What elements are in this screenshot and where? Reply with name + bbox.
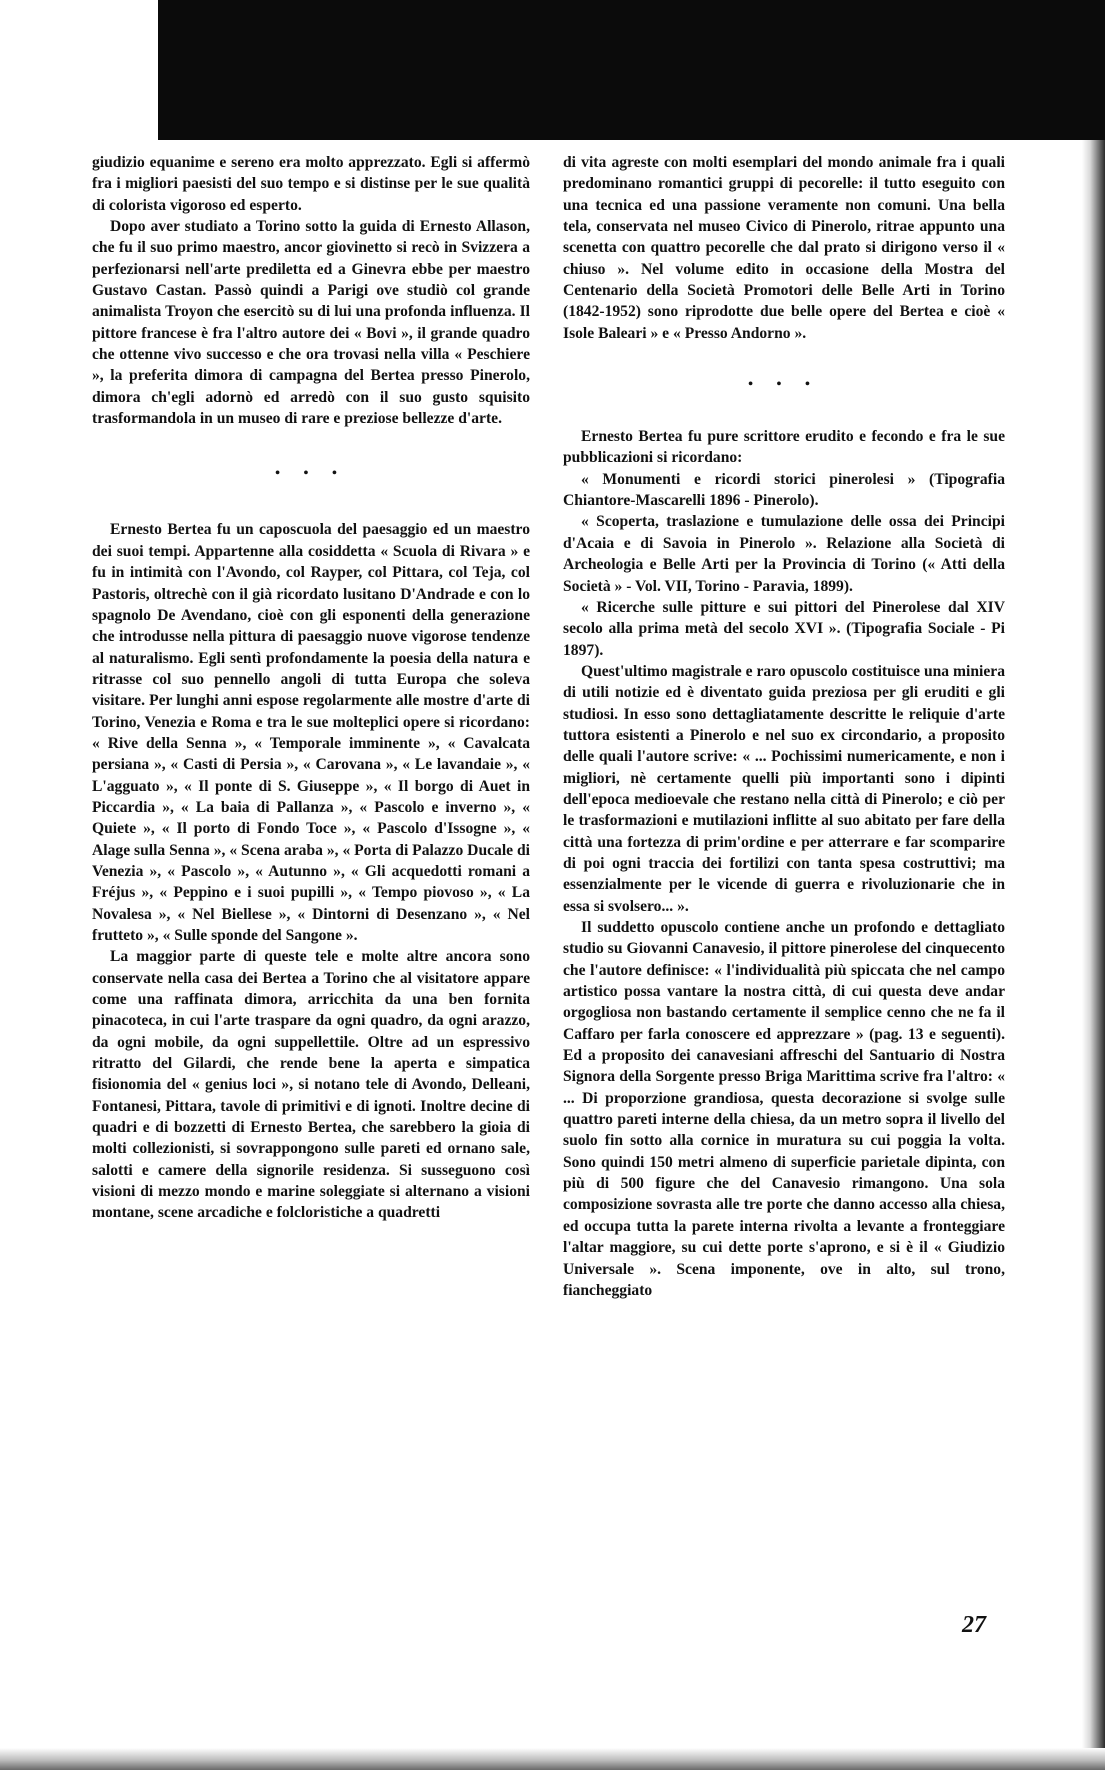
publication-item-2: « Scoperta, traslazione e tumulazione delle ossa dei Principi d'Acaia e di Savoia in Pinerolo ». Relazione alla Società di Archeologia e Belle Arti per la Provincia di Torino (« Atti della Società » - Vol. VII, Torino - Paravia, 1899). xyxy=(563,513,1005,595)
right-paragraph-2: Ernesto Bertea fu pure scrittore erudito e fecondo e fra le sue pubblicazioni si ricordano: xyxy=(563,428,1005,467)
scan-bottom-edge-shadow xyxy=(0,1748,1105,1770)
right-paragraph-1: di vita agreste con molti esemplari del mondo animale fra i quali predominano romantici gruppi di pecorelle: il tutto eseguito con una tecnica ed una passione veramente non comuni. Una bella tela, conservata nel museo Civico di Pinerolo, ritrae appunto una scenetta con quattro pecorelle che dal prato si dirigono verso il « chiuso ». Nel volume edito in occasione della Mostra del Centenario della Società Promotori delle Belle Arti in Torino (1842-1952) sono riprodotte due belle opere del Bertea e cioè « Isole Baleari » e « Presso Andorno ». xyxy=(563,154,1005,342)
scan-right-edge-shadow xyxy=(1082,140,1105,1770)
right-paragraph-7: Il suddetto opuscolo contiene anche un profondo e dettagliato studio su Giovanni Canavesio, il pittore pinerolese del cinquecento che l'autore definisce: « l'individualità più spiccata che nel campo artistico possa vantare la nostra città, di cui questa deve andar orgogliosa non bastando certamente il semplice cenno che ne fa il Caffaro per farla conoscere ed apprezzare » (pag. 13 e seguenti). Ed a proposito dei canavesiani affreschi del Santuario di Nostra Signora della Sorgente presso Briga Marittima scrive fra l'altro: « ... Di proporzione grandiosa, questa decorazione si svolge sulle quattro pareti interne della chiesa, da un metro sopra il livello del suolo fin sotto alla cornice in muratura su cui poggia la volta. Sono quindi 150 metri almeno di superficie parietale dipinta, con più di 500 figure che del Canavesio rimangono. Una sola composizione sovrasta alle tre porte che danno accesso alla chiesa, ed occupa tutta la parete interna rivolta a levante a fronteggiare l'altar maggiore, su cui dette porte s'aprono, e si è il « Giudizio Universale ». Scena imponente, ove in alto, sul trono, fiancheggiato xyxy=(563,919,1005,1299)
section-separator-left: • • • xyxy=(275,466,347,482)
publication-item-1: « Monumenti e ricordi storici pinerolesi » (Tipografia Chiantore-Mascarelli 1896 - Pinerolo). xyxy=(563,470,1005,510)
left-paragraph-1: giudizio equanime e sereno era molto apprezzato. Egli si affermò fra i migliori paesisti del suo tempo e si distinse per le sue qualità di colorista vigoroso ed esperto. xyxy=(92,154,530,214)
scan-top-black-band xyxy=(158,0,1105,140)
left-paragraph-3: Ernesto Bertea fu un caposcuola del paesaggio ed un maestro dei suoi tempi. Appartenne alla cosiddetta « Scuola di Rivara » e fu in intimità con l'Avondo, col Rayper, col Pittara, col Teja, col Pastoris, oltrechè con il già ricordato lusitano D'Andrade e con lo spagnolo De Avendano, cioè con gli esponenti della generazione che introdusse nella pittura di paesaggio nuove vigorose tendenze al naturalismo. Egli sentì profondamente la poesia della natura e ritrasse col suo pennello angoli di tutta Europa che soleva visitare. Per lunghi anni espose regolarmente alle mostre d'arte di Torino, Venezia e Roma e tra le sue molteplici opere si ricordano: « Rive della Senna », « Temporale imminente », « Cavalcata persiana », « Casti di Persia », « Carovana », « Le lavandaie », « L'agguato », « Il ponte di S. Giuseppe », « Il borgo di Auet in Piccardia », « La baia di Pallanza », « Pascolo e inverno », « Quiete », « Il porto di Fondo Toce », « Pascolo d'Issogne », « Alage sulla Senna », « Scena araba », « Porta di Palazzo Ducale di Venezia », « Pascolo », « Autunno », « Gli acquedotti romani a Fréjus », « Peppino e i suoi pupilli », « Tempo piovoso », « La Novalesa », « Nel Biellese », « Dintorni di Desenzano », « Nel frutteto », « Sulle sponde del Sangone ». xyxy=(92,521,530,944)
left-text-column xyxy=(92,152,530,1224)
publication-item-3: « Ricerche sulle pitture e sui pittori del Pinerolese dal XIV secolo alla prima metà del secolo XVI ». (Tipografia Sociale - Pi 1897). xyxy=(563,598,1005,659)
left-paragraph-4: La maggior parte di queste tele e molte altre ancora sono conservate nella casa dei Bertea a Torino che al visitatore appare come una raffinata dimora, arricchita da una ben fornita pinacoteca, in cui l'arte traspare da ogni quadro, da ogni arazzo, da ogni mobile, da ogni suppellettile. Oltre ad un espressivo ritratto del Gilardi, che rende bene la aperta e simpatica fisionomia del « genius loci », si notano tele di Avondo, Delleani, Fontanesi, Pittara, tavole di primitivi e di ignoti. Inoltre decine di quadri e di bozzetti di Ernesto Bertea, che sarebbero la gioia di molti collezionisti, si sovrappongono sulle pareti ed ornano sale, salotti e camere della signorile residenza. Si susseguono così visioni di mezzo mondo e marine soleggiate si alternano a visioni montane, scene arcadiche e folcloristiche a quadretti xyxy=(92,948,530,1222)
right-paragraph-6: Quest'ultimo magistrale e raro opuscolo costituisce una miniera di utili notizie ed è diventato guida preziosa per gli eruditi e gli studiosi. In esso sono dettagliatamente descritte le reliquie d'arte tuttora esistenti a Pinerolo e nel suo ex circondario, a proposito delle quali l'autore scrive: « ... Pochissimi numericamente, e non i migliori, nè certamente quelli più importanti sono i dipinti dell'epoca medioevale che restano nella città di Pinerolo; e ciò per le trasformazioni e mutilazioni inflitte al suo abitato per fare della città una fortezza di prim'ordine e per atterrare e far scomparire di poi ogni traccia dei fortilizi con tanta spesa costruttivi; ma essenzialmente per le vicende di guerra e rivoluzionarie che in essa si svolsero... ». xyxy=(563,662,1005,915)
right-text-column xyxy=(563,152,1005,1301)
left-paragraph-2: Dopo aver studiato a Torino sotto la guida di Ernesto Allason, che fu il suo primo maestro, ancor giovinetto si recò in Svizzera a perfezionarsi nell'arte prediletta ed a Ginevra ebbe per maestro Gustavo Castan. Passò quindi a Parigi ove studiò col grande animalista Troyon che esercitò su di lui una profonda influenza. Il pittore francese è fra l'altro autore dei « Bovi », il grande quadro che ottenne vivo successo e che ora trovasi nella villa « Peschiere », la preferita dimora di campagna del Bertea presso Pinerolo, dimora ch'egli adornò ed arredò con il suo gusto squisito trasformandola in un museo di rare e preziose bellezze d'arte. xyxy=(92,218,530,428)
section-separator-right: • • • xyxy=(748,377,820,393)
page-number: 27 xyxy=(962,1612,986,1638)
